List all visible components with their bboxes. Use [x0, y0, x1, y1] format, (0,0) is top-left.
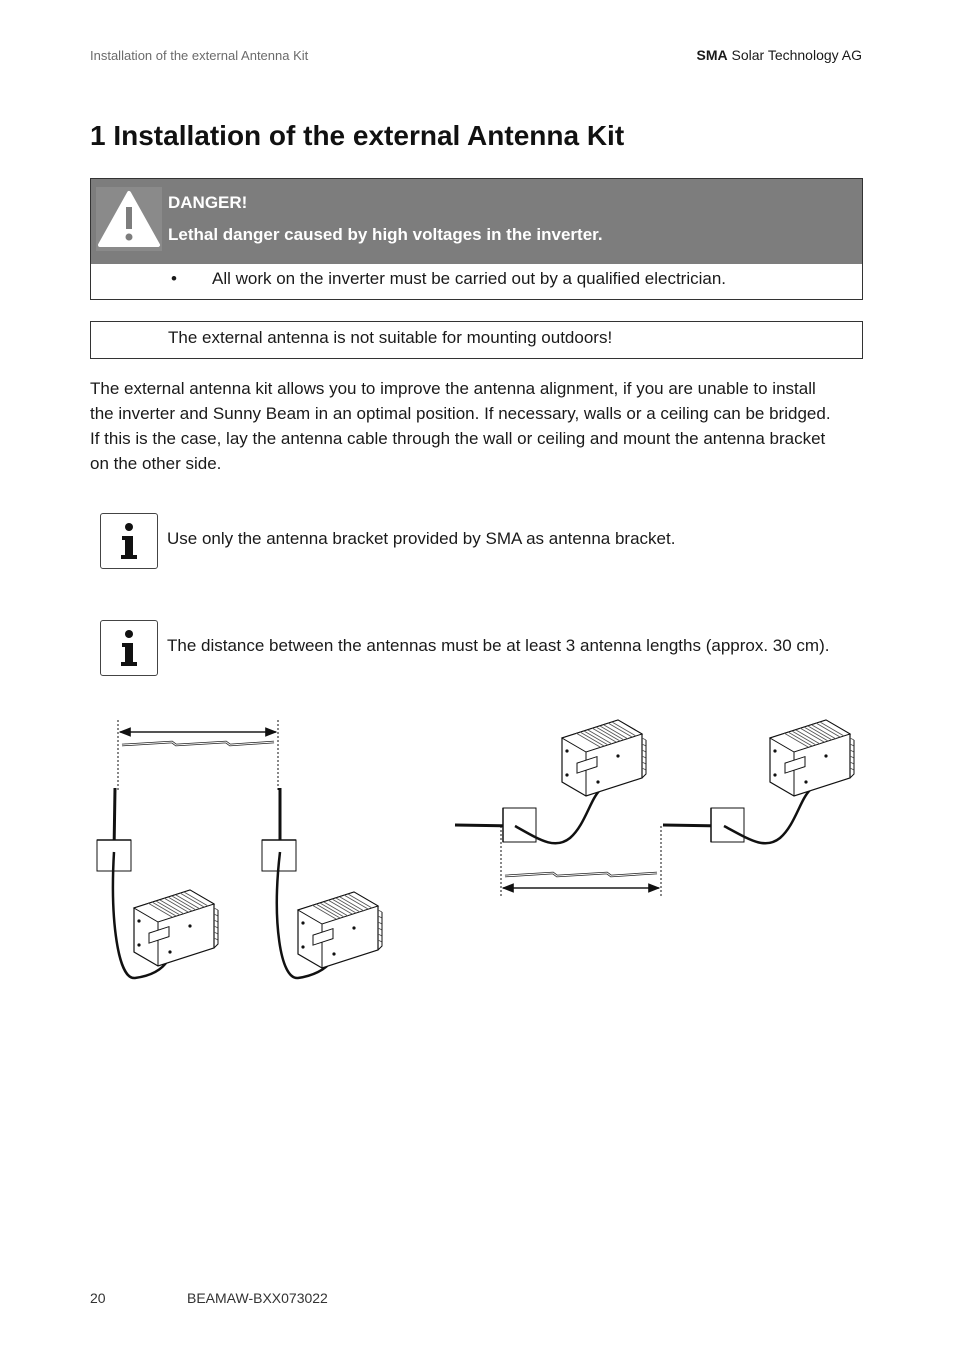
running-header-title: Installation of the external Antenna Kit [90, 48, 309, 63]
info-text-distance: The distance between the antennas must be at least 3 antenna lengths (approx. 30 cm). [167, 636, 830, 655]
info-text-bracket: Use only the antenna bracket provided by SMA as antenna bracket. [167, 529, 676, 548]
page-number: 20 [90, 1290, 106, 1306]
paragraph-line: The external antenna kit allows you to improve the antenna alignment, if you are unable to install [90, 379, 816, 398]
paragraph-line: the inverter and Sunny Beam in an optimal position. If necessary, walls or a ceiling can be bridged. [90, 404, 831, 423]
paragraph-line: If this is the case, lay the antenna cable through the wall or ceiling and mount the antenna bracket [90, 429, 826, 448]
danger-list-item: All work on the inverter must be carried out by a qualified electrician. [212, 269, 727, 288]
vertical-mount-figure [97, 720, 382, 978]
notice-text: The external antenna is not suitable for mounting outdoors! [168, 328, 613, 347]
page-title: 1 Installation of the external Antenna Kit [90, 120, 625, 151]
danger-title: DANGER! [168, 193, 248, 212]
danger-subtitle: Lethal danger caused by high voltages in the inverter. [168, 225, 603, 244]
company-name-rest: Solar Technology AG [727, 47, 862, 63]
company-brand: SMA [696, 47, 728, 63]
horizontal-mount-figure [455, 720, 854, 896]
bullet-marker: • [171, 269, 177, 288]
document-code: BEAMAW-BXX073022 [187, 1290, 328, 1306]
paragraph-line: on the other side. [90, 454, 222, 473]
